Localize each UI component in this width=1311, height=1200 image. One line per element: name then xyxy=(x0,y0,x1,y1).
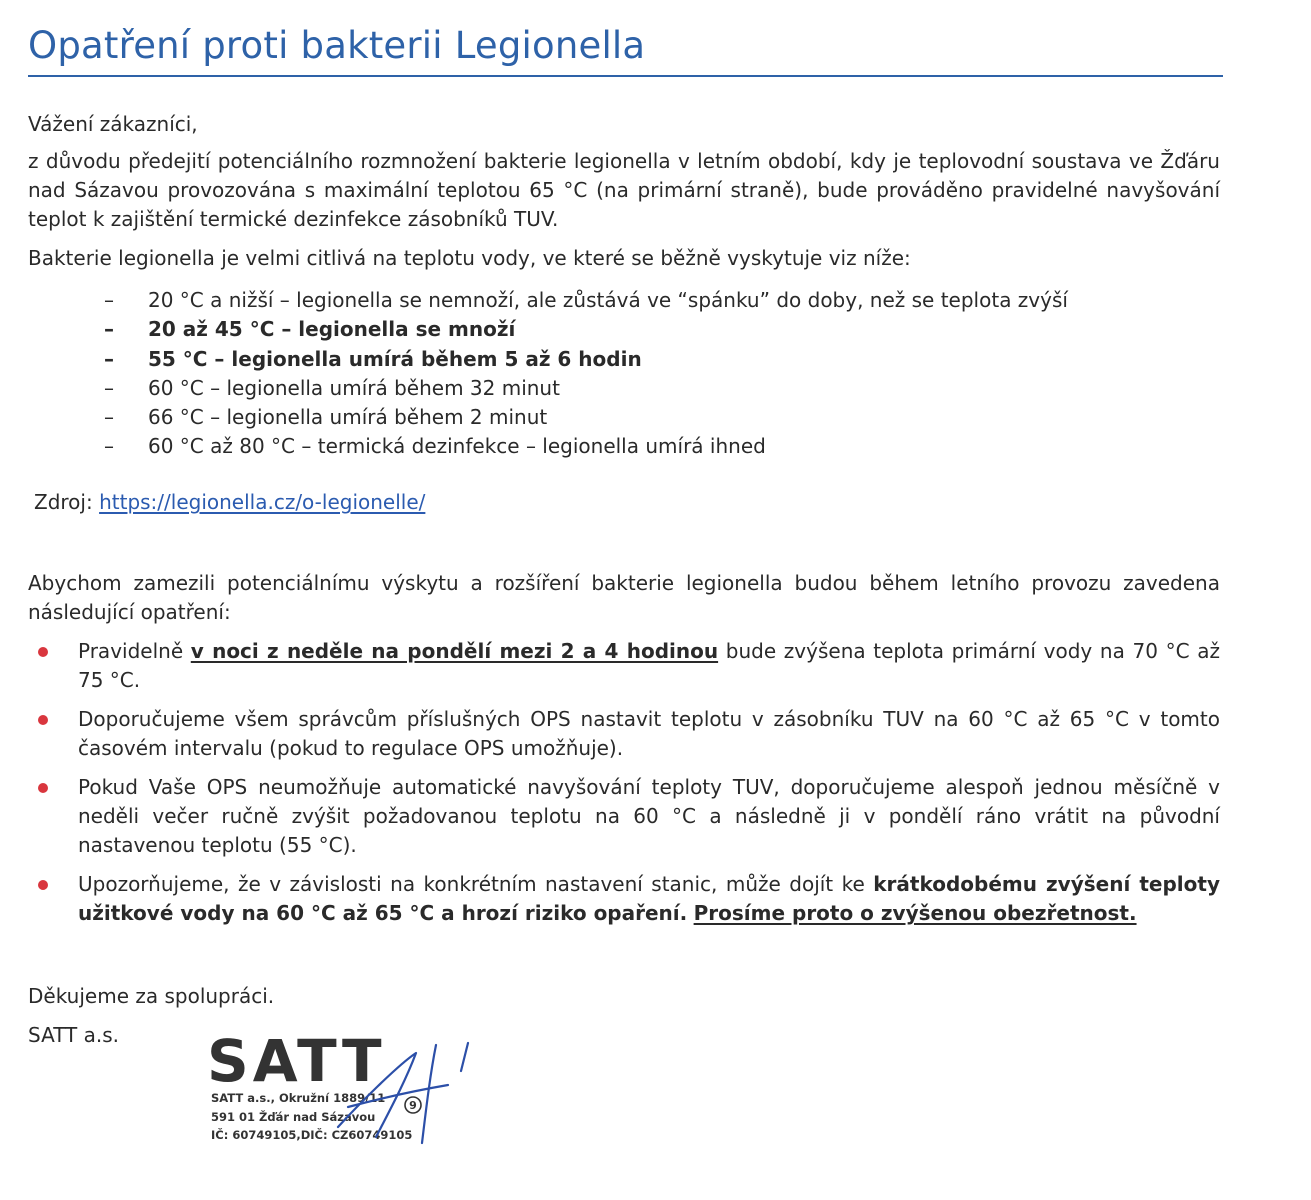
measure-item: Doporučujeme všem správcům příslušných OPS nastavit teplotu v zásobníku TUV na 60 °C až 65 °C v tomto časovém intervalu (pokud to regulace OPS umožňuje). xyxy=(28,705,1220,763)
dash-icon: – xyxy=(104,375,114,400)
title-divider xyxy=(28,75,1223,77)
temperature-item xyxy=(28,345,1220,374)
temperature-text: 20 °C a nižší – legionella se nemnoží, ale zůstává ve “spánku” do doby, než se teplota zvýší xyxy=(148,288,1068,312)
caution-text: Prosíme proto o zvýšenou obezřetnost. xyxy=(693,901,1137,925)
dash-icon: – xyxy=(104,405,114,430)
bullet-icon xyxy=(38,647,48,657)
source-line xyxy=(34,488,425,517)
measures-list xyxy=(28,637,1220,928)
dash-icon: – xyxy=(104,288,114,312)
measures-intro: Abychom zamezili potenciálnímu výskytu a rozšíření bakterie legionella budou během letního provozu zavedena následující opatření: xyxy=(28,571,1220,624)
temperature-item xyxy=(28,286,1220,315)
stamp-city-line: 591 01 Žďár nad Sázavou xyxy=(211,1110,376,1124)
stamp-address-line: SATT a.s., Okružní 1889/11 xyxy=(211,1091,386,1105)
page-title: Opatření proti bakterii Legionella xyxy=(28,24,646,67)
measure-item: Pravidelně v noci z neděle na pondělí mezi 2 a 4 hodinou bude zvýšena teplota primární vody na 70 °C až 75 °C. xyxy=(28,637,1220,695)
sensitivity-paragraph: Bakterie legionella je velmi citlivá na teplotu vody, ve které se běžně vyskytuje viz níže: xyxy=(28,246,911,270)
dash-icon: – xyxy=(104,434,114,459)
temperature-text: 60 °C až 80 °C – termická dezinfekce – legionella umírá ihned xyxy=(148,434,766,459)
temperature-text: 20 až 45 °C – legionella se množí xyxy=(148,317,516,342)
greeting: Vážení zákazníci, xyxy=(28,112,198,136)
temperature-item xyxy=(28,432,1220,461)
source-link[interactable]: https://legionella.cz/o-legionelle/ xyxy=(99,490,426,514)
temperature-text: 66 °C – legionella umírá během 2 minut xyxy=(148,405,548,430)
signatory: SATT a.s. xyxy=(28,1023,120,1047)
measure-item: Pokud Vaše OPS neumožňuje automatické navyšování teploty TUV, doporučujeme alespoň jednou měsíčně v neděli večer ručně zvýšit požadovanou teplotu na 60 °C a následně ji v pondělí ráno vrátit na původní nastavenou teplotu (55 °C). xyxy=(28,773,1220,860)
thanks-line: Děkujeme za spolupráci. xyxy=(28,984,275,1008)
svg-text:9: 9 xyxy=(409,1099,417,1112)
stamp-logo: SATT xyxy=(207,1027,386,1095)
dash-icon: – xyxy=(104,346,114,371)
intro-paragraph: z důvodu předejití potenciálního rozmnožení bakterie legionella v letním období, kdy je teplovodní soustava ve Žďáru nad Sázavou provozována s maximální teplotou 65 °C (na primární straně), bude prováděno pravidelné navyšování teplot k zajištění termické dezinfekce zásobníků TUV. xyxy=(28,149,1220,231)
bullet-icon xyxy=(38,880,48,890)
stamp-id-line: IČ: 60749105,DIČ: CZ60749105 xyxy=(211,1128,413,1142)
temperature-text: 60 °C – legionella umírá během 32 minut xyxy=(148,375,560,400)
temperature-item xyxy=(28,315,1220,344)
bullet-icon xyxy=(38,783,48,793)
handwritten-signature xyxy=(318,1035,488,1150)
temperature-item xyxy=(28,403,1220,432)
temperature-text: 55 °C – legionella umírá během 5 až 6 hodin xyxy=(148,346,642,371)
schedule-highlight: v noci z neděle na pondělí mezi 2 a 4 hodinou xyxy=(190,639,719,663)
bullet-icon xyxy=(38,715,48,725)
warning-text: krátkodobému zvýšení teploty užitkové vody na 60 °C až 65 °C a hrozí riziko opaření. xyxy=(78,872,1221,925)
temperature-list xyxy=(28,286,1220,462)
measure-item: Upozorňujeme, že v závislosti na konkrétním nastavení stanic, může dojít ke krátkodobému zvýšení teploty užitkové vody na 60 °C až 65 °C a hrozí riziko opaření. Prosíme proto o zvýšenou obezřetnost. xyxy=(28,870,1220,928)
dash-icon: – xyxy=(104,317,114,342)
temperature-item xyxy=(28,374,1220,403)
source-label: Zdroj: xyxy=(34,490,93,514)
